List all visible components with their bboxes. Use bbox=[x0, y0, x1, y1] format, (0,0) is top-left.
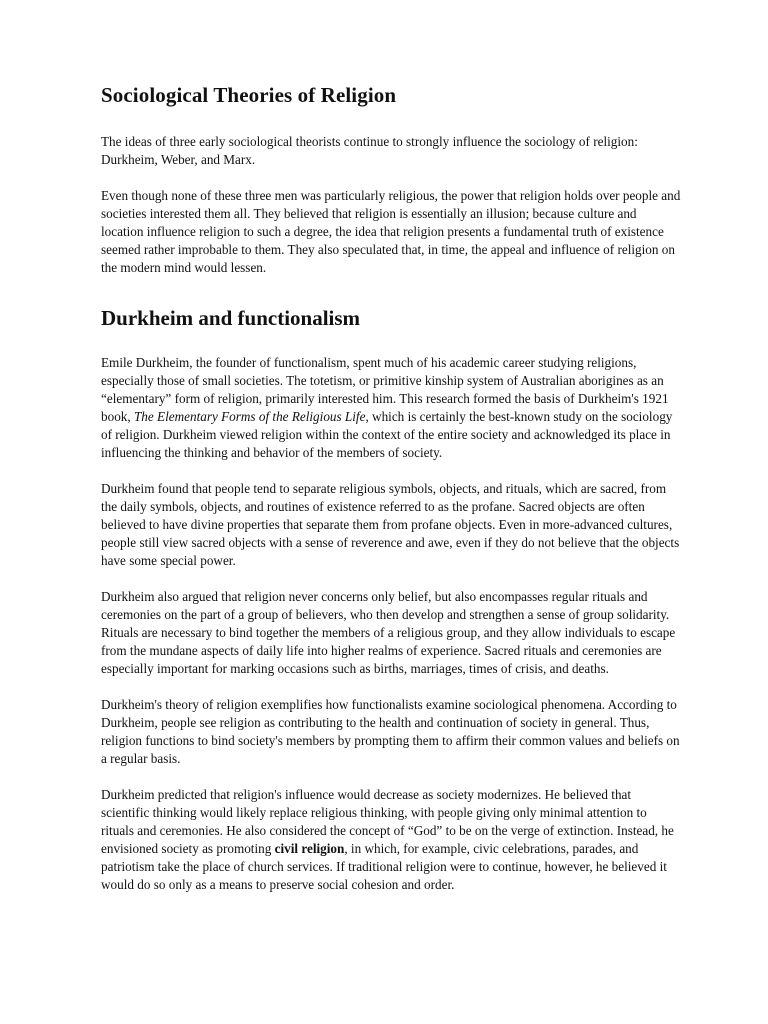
paragraph-text: Durkheim predicted that religion's influence would decrease as society modernizes. He believed that scientific thinking would likely replace religious thinking, with people giving only minimal attention to rituals and ceremonies. He also considered the concept of “God” to be on the verge of extinction. Instead, he envisioned society as promoting bbox=[101, 787, 674, 856]
paragraph-text: , which is certainly the best-known study on the sociology of religion. Durkheim viewed religion within the context of the entire society and acknowledged its place in influencing the thinking and behavior of the members of society. bbox=[101, 409, 673, 460]
intro-paragraph-2: Even though none of these three men was particularly religious, the power that religion holds over people and societies interested them all. They believed that religion is essentially an illusion; because culture and location influence religion to such a degree, the idea that religion presents a fundamental truth of existence seemed rather improbable to them. They also speculated that, in time, the appeal and influence of religion on the modern mind would lessen. bbox=[101, 188, 681, 275]
document-page bbox=[101, 82, 681, 912]
book-title: The Elementary Forms of the Religious Life bbox=[133, 409, 366, 424]
section-paragraph-4: Durkheim's theory of religion exemplifies how functionalists examine sociological phenomena. According to Durkheim, people see religion as contributing to the health and continuation of society in general. Thus, religion functions to bind society's members by prompting them to affirm their common values and beliefs on a regular basis. bbox=[101, 697, 680, 766]
section-paragraph-2: Durkheim found that people tend to separate religious symbols, objects, and rituals, which are sacred, from the daily symbols, objects, and routines of existence referred to as the profane. Sacred objects are often believed to have divine properties that separate them from profane objects. Even in more-advanced cultures, people still view sacred objects with a sense of reverence and awe, even if they do not believe that the objects have some special power. bbox=[101, 481, 680, 568]
section-paragraph-5 bbox=[101, 786, 681, 894]
section-paragraph-3: Durkheim also argued that religion never concerns only belief, but also encompasses regular rituals and ceremonies on the part of a group of believers, who then develop and strengthen a sense of group solidarity. Rituals are necessary to bind together the members of a religious group, and they allow individuals to escape from the mundane aspects of daily life into higher realms of experience. Sacred rituals and ceremonies are especially important for marking occasions such as births, marriages, times of crisis, and deaths. bbox=[101, 589, 676, 676]
section-paragraph-1 bbox=[101, 354, 681, 462]
paragraph-text: Emile Durkheim, the founder of functionalism, spent much of his academic career studying religions, especially those of small societies. The totetism, or primitive kinship system of Australian aborigines as an “elementary” form of religion, primarily interested him. This research formed the basis of Durkheim's 1921 book, bbox=[101, 355, 669, 424]
paragraph-text: , in which, for example, civic celebrations, parades, and patriotism take the place of church services. If traditional religion were to continue, however, he believed it would do so only as a means to preserve social cohesion and order. bbox=[101, 841, 667, 892]
intro-paragraph-1: The ideas of three early sociological theorists continue to strongly influence the sociology of religion: Durkheim, Weber, and Marx. bbox=[101, 134, 638, 167]
page-title: Sociological Theories of Religion bbox=[101, 83, 397, 107]
key-term: civil religion bbox=[274, 841, 345, 856]
section-heading: Durkheim and functionalism bbox=[101, 306, 361, 330]
